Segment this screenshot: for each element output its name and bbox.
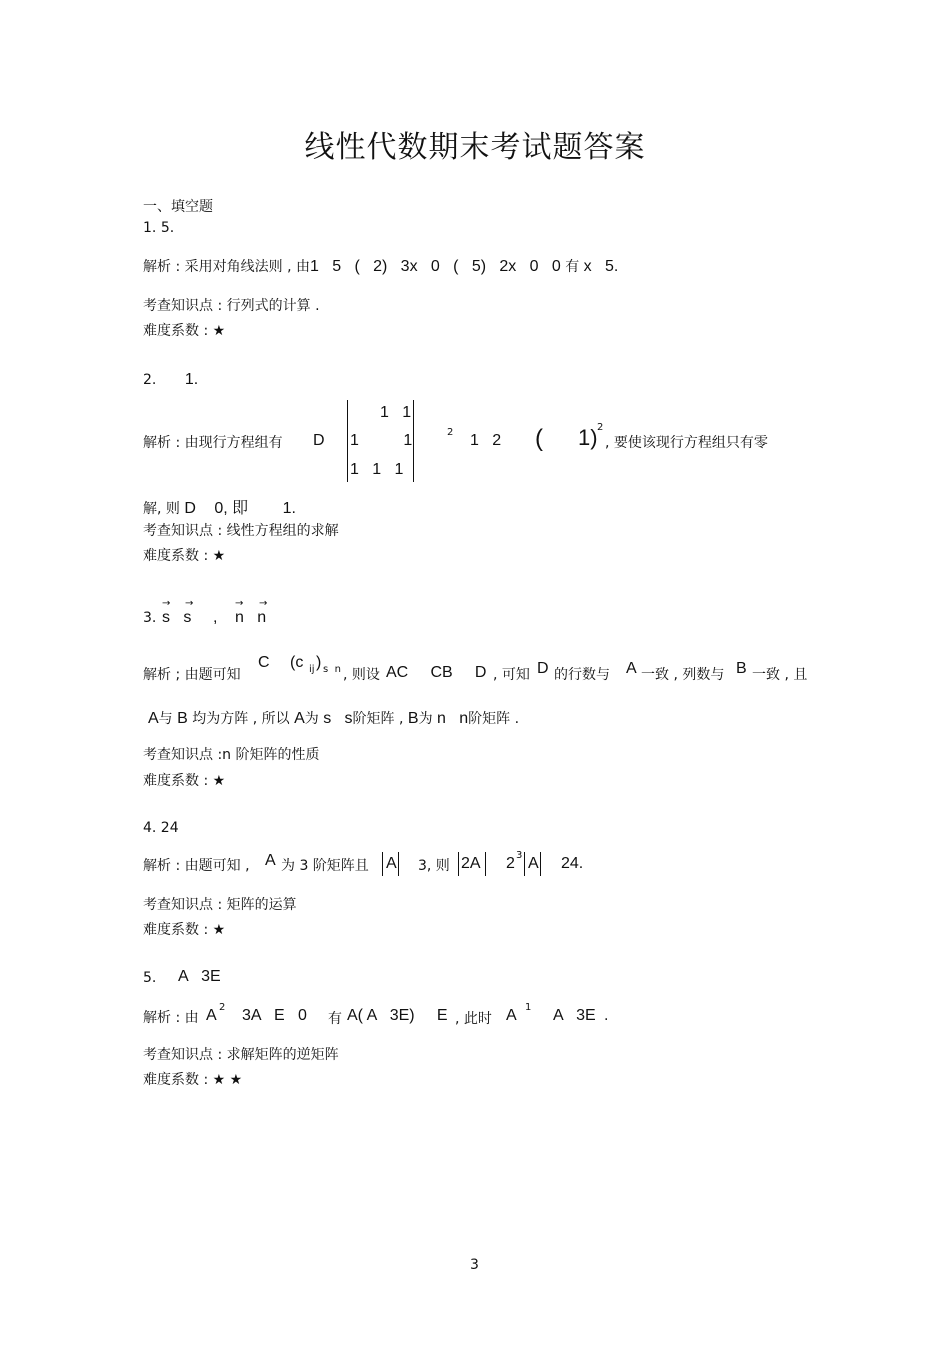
q5-dot: .	[604, 1008, 609, 1024]
q3-consistent2: 一致 , 且	[752, 667, 808, 683]
q2-sup-2b: 2	[597, 422, 604, 433]
q1-number: 1.	[143, 220, 157, 236]
q1-analysis-mid: , 由	[287, 259, 310, 275]
page-title: 线性代数期末考试题答案	[304, 130, 646, 165]
q3-arrow-1: →	[162, 598, 171, 609]
q3-B: B	[736, 660, 747, 677]
q5-sup2: 2	[219, 1002, 226, 1013]
q2-det-right-bar	[413, 400, 414, 482]
q2-difficulty-stars: ★	[212, 548, 226, 564]
q3-D: D	[537, 660, 549, 677]
q3-answer-a: s s	[162, 609, 192, 626]
q5-knowledge: 考查知识点 : 求解矩阵的逆矩阵	[143, 1047, 339, 1063]
q3-line2-A2: A	[294, 710, 305, 727]
q5-this: , 此时	[455, 1011, 492, 1027]
q3-comma: ,	[213, 609, 218, 626]
q2-line2-D: D	[184, 500, 196, 517]
q4-is3: 为 3 阶矩阵且	[281, 858, 369, 874]
q3-close: )	[316, 654, 322, 671]
q3-knowledge: 考查知识点 :n 阶矩阵的性质	[143, 747, 320, 763]
q4-sup3: 3	[516, 850, 523, 861]
q1-analysis-expr: 1 5 ( 2) 3x 0 ( 5) 2x 0 0	[309, 258, 561, 275]
q2-line2-a: 解, 则	[143, 501, 180, 517]
q5-sup1: 1	[525, 1002, 532, 1013]
q5-has: 有	[328, 1011, 342, 1027]
q3-line2	[148, 708, 519, 728]
q2-difficulty-label: 难度系数 :	[143, 548, 209, 564]
q3-line2-order: 阶矩阵 ,	[352, 711, 404, 727]
q2-sup-2: 2	[447, 427, 454, 438]
q2-answer-value: 1.	[184, 371, 199, 388]
q3-line2-is: 为	[304, 711, 319, 727]
q2-line2	[143, 495, 296, 518]
q2-det-row3: 1 1 1	[350, 461, 404, 478]
q2-number: 2.	[143, 372, 157, 388]
q3-know: , 可知	[493, 667, 530, 683]
q3-C: C	[258, 654, 270, 671]
q5-difficulty-label: 难度系数 :	[143, 1072, 209, 1088]
q3-arrow-4: →	[259, 598, 268, 609]
q3-line2-B2: B	[407, 710, 419, 727]
q2-D: D	[313, 432, 325, 449]
q5-expr3: A 3E	[553, 1007, 596, 1024]
q3-line2-A: A	[148, 710, 159, 727]
q2-expr: 1 2	[470, 432, 502, 449]
q4-knowledge: 考查知识点 : 矩阵的运算	[143, 897, 297, 913]
q4-difficulty	[143, 919, 225, 939]
q3-line2-is2: 为	[418, 711, 433, 727]
q4-abs-bar-4	[485, 852, 486, 876]
q2-det-left-bar	[347, 400, 348, 482]
q5-analysis-label: 解析 : 由	[143, 1010, 199, 1026]
q4-difficulty-label: 难度系数 :	[143, 922, 209, 938]
q4-abs-bar-2	[398, 852, 399, 876]
q2-paren: (	[535, 425, 543, 452]
q3-difficulty	[143, 770, 225, 790]
q3-A: A	[626, 660, 637, 677]
q5-expr1: 3A E 0	[242, 1007, 307, 1024]
q3-arrow-2: →	[185, 598, 194, 609]
q3-ij: ij	[309, 664, 315, 675]
q5-A: A	[206, 1007, 217, 1024]
q4-difficulty-stars: ★	[212, 922, 226, 938]
q2-det-row1: 1 1	[380, 404, 412, 421]
q3-analysis-label: 解析 ; 由题可知	[143, 667, 241, 683]
q5-expr2: A( A 3E) E	[347, 1007, 448, 1024]
q1-analysis-result: x 5.	[583, 258, 619, 275]
q4-two: 2	[506, 855, 515, 872]
q5-answer: A 3E	[178, 968, 221, 985]
q1-difficulty-stars: ★	[212, 323, 226, 339]
q3-sn: s n	[323, 664, 341, 675]
q5-number: 5.	[143, 970, 157, 986]
q3-rows-with: 的行数与	[554, 667, 610, 683]
q3-difficulty-label: 难度系数 :	[143, 773, 209, 789]
q1-analysis-has: 有	[565, 259, 580, 275]
q2-knowledge: 考查知识点 : 线性方程组的求解	[143, 523, 339, 539]
q3-number: 3.	[143, 610, 157, 626]
q3-cij: (c	[290, 654, 304, 671]
q2-line2-b: 0, 即	[214, 500, 249, 517]
q3-arrow-3: →	[235, 598, 244, 609]
q5-Ainv: A	[506, 1007, 517, 1024]
q2-answer	[143, 371, 198, 389]
q1-difficulty	[143, 320, 225, 340]
q4-eq3: 3, 则	[418, 858, 450, 874]
q2-expr2: 1)	[578, 425, 598, 450]
q4-abs-bar-5	[524, 852, 525, 876]
q2-det-row2: 1 1	[350, 432, 413, 449]
q4-answer: 4. 24	[143, 820, 179, 836]
q3-consistent1: 一致 , 列数与	[641, 667, 725, 683]
q2-tail: , 要使该现行方程组只有零	[605, 435, 768, 451]
q3-answer-b: n n	[235, 609, 267, 626]
q3-line2-square: 均为方阵 , 所以	[192, 711, 290, 727]
q5-difficulty-stars: ★ ★	[212, 1072, 243, 1088]
q4-2A: 2A	[461, 855, 481, 872]
q5-difficulty	[143, 1069, 242, 1089]
q4-absA2: A	[528, 855, 539, 872]
q1-analysis	[143, 256, 618, 276]
q1-knowledge: 考查知识点 : 行列式的计算 .	[143, 298, 320, 314]
q4-absA: A	[386, 855, 397, 872]
q4-result: 24.	[561, 855, 584, 872]
q3-line2-B: B	[177, 710, 188, 727]
q4-A: A	[265, 852, 276, 869]
section-heading: 一、填空题	[143, 199, 213, 215]
q3-difficulty-stars: ★	[212, 773, 226, 789]
q1-answer-value: 5.	[160, 220, 175, 236]
q4-abs-bar-1	[382, 852, 383, 876]
q2-difficulty	[143, 545, 225, 565]
page-number: 3	[470, 1257, 479, 1273]
q1-analysis-label: 解析 : 采用对角线法则	[143, 259, 283, 275]
q3-line2-ss: s s	[323, 710, 353, 727]
q3-set: , 则设	[343, 667, 380, 683]
q3-line2-order2: 阶矩阵 .	[468, 711, 520, 727]
q3-acbd: AC CB D	[386, 664, 487, 681]
q2-analysis-label: 解析 : 由现行方程组有	[143, 435, 283, 451]
q1-difficulty-label: 难度系数 :	[143, 323, 209, 339]
q3-line2-nn: n n	[437, 710, 469, 727]
q4-analysis-label: 解析 : 由题可知 ,	[143, 858, 250, 874]
q4-abs-bar-3	[458, 852, 459, 876]
q3-line2-with: 与	[158, 711, 173, 727]
q1-answer	[143, 220, 174, 236]
q4-abs-bar-6	[540, 852, 541, 876]
q2-line2-c: 1.	[282, 500, 296, 517]
